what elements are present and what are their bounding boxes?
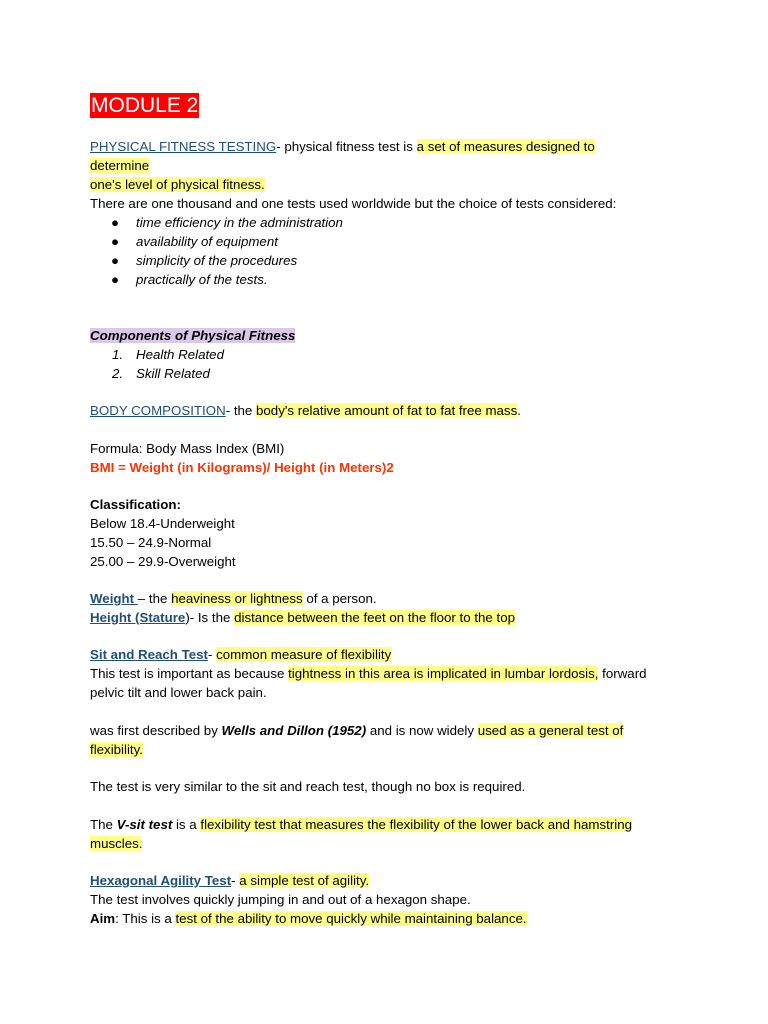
vsit-text-c: is a [172,817,201,832]
bullet-item: time efficiency in the administration [136,215,343,230]
pft-highlight-3: one's level of physical fitness. [90,177,265,192]
aim-text: : This is a [115,911,176,926]
vsit-highlight-1: flexibility test that measures the flexibility of the lower back and hamstring [200,817,632,832]
pft-highlight-1: a set of measures designed to [416,139,595,154]
pft-term-link[interactable]: PHYSICAL FITNESS TESTING [90,139,277,154]
body-composition-end: . [517,403,521,418]
wells-citation: Wells and Dillon (1952) [221,723,367,738]
module-title: MODULE 2 [91,94,199,117]
weight-line [90,590,377,608]
formula-label: Formula: Body Mass Index (BMI) [90,441,285,456]
bmi-formula: BMI = Weight (in Kilograms)/ Height (in Meters)2 [90,460,394,475]
bullet-dot: ● [111,272,120,287]
pft-text: - physical fitness test is [276,139,417,154]
body-composition-highlight: body's relative amount of fat to fat free mass [256,403,518,418]
sit-reach-text-2a: This test is important as because [90,666,289,681]
classification-heading: Classification: [90,497,181,512]
components-heading-text: Components of Physical Fitness [90,328,296,343]
hexagon-aim-line [90,910,527,928]
height-highlight: distance between the feet on the floor to the top [234,610,516,625]
vsit-line-2 [90,835,142,853]
hexagon-highlight: a simple test of agility. [239,873,370,888]
sit-reach-link[interactable]: Sit and Reach Test [90,647,208,662]
sit-reach-line-2 [90,665,647,683]
sit-reach-highlight-2: tightness in this area is implicated in lumbar lordosis, [288,666,599,681]
bullet-dot: ● [111,215,120,230]
wells-highlight-2: flexibility. [90,742,143,757]
sit-reach-text: - [207,647,217,662]
list-number: 2. [112,366,124,381]
classification-row: Below 18.4-Underweight [90,516,235,531]
weight-text: – the [137,591,172,606]
hexagon-text: - [231,873,240,888]
pft-line-3 [90,176,265,194]
vsit-term: V-sit test [116,817,173,832]
list-number: 1. [112,347,124,362]
body-composition-text: - the [225,403,257,418]
pft-line-2 [90,157,149,175]
sit-reach-text-2b: forward [598,666,647,681]
bullet-dot: ● [111,234,120,249]
hexagon-link[interactable]: Hexagonal Agility Test [90,873,232,888]
classification-row: 25.00 – 29.9-Overweight [90,554,236,569]
wells-highlight-1: used as a general test of [477,723,624,738]
hexagon-line-2: The test involves quickly jumping in and out of a hexagon shape. [90,892,471,907]
sit-reach-line-3: pelvic tilt and lower back pain. [90,685,267,700]
pft-highlight-2: determine [90,158,150,173]
wells-line-1 [90,722,623,740]
sit-reach-line-1 [90,646,391,664]
weight-end: of a person. [302,591,377,606]
list-item: Skill Related [136,366,210,381]
bullet-item: availability of equipment [136,234,278,249]
vsit-highlight-2: muscles. [90,836,143,851]
bullet-dot: ● [111,253,120,268]
similar-test-text: The test is very similar to the sit and reach test, though no box is required. [90,779,526,794]
height-link[interactable]: Height (Stature [90,610,186,625]
aim-label: Aim [90,911,116,926]
list-item: Health Related [136,347,224,362]
wells-line-2 [90,741,143,759]
aim-highlight: test of the ability to move quickly while maintaining balance. [175,911,527,926]
pft-line-1 [90,138,595,156]
bullet-item: practically of the tests. [136,272,268,287]
body-composition-line [90,402,521,420]
sit-reach-highlight: common measure of flexibility [216,647,392,662]
wells-text-c: and is now widely [366,723,478,738]
bullet-item: simplicity of the procedures [136,253,298,268]
body-composition-link[interactable]: BODY COMPOSITION [90,403,226,418]
vsit-line-1 [90,816,632,834]
components-heading [90,327,295,345]
hexagon-line-1 [90,872,369,890]
weight-link[interactable]: Weight [90,591,138,606]
vsit-text-a: The [90,817,117,832]
height-line [90,609,515,627]
pft-intro: There are one thousand and one tests used worldwide but the choice of tests considered: [90,196,617,211]
height-text: )- Is the [185,610,235,625]
wells-text-a: was first described by [90,723,222,738]
classification-row: 15.50 – 24.9-Normal [90,535,212,550]
weight-highlight: heaviness or lightness [171,591,303,606]
